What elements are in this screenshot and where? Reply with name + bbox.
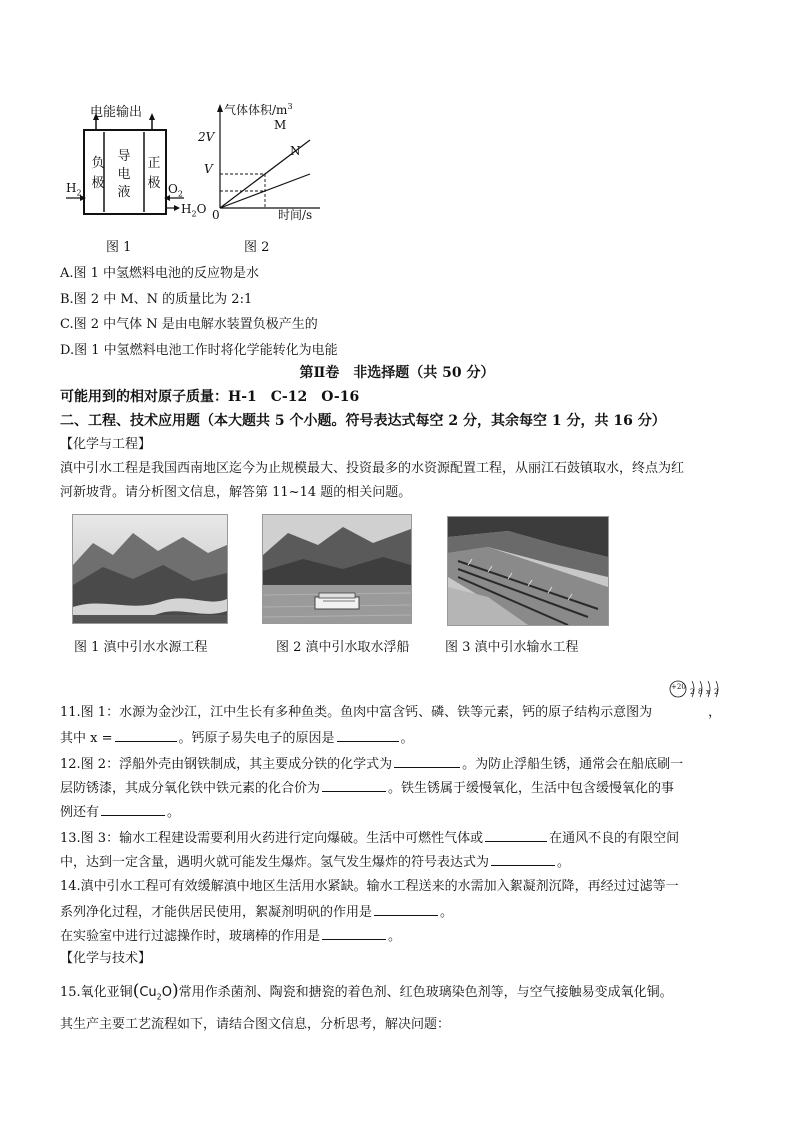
q12-blank-formula[interactable] — [394, 754, 460, 768]
x-axis-label: 时间/s — [278, 208, 313, 222]
series-label-n: N — [290, 144, 301, 158]
series-label-m: M — [274, 118, 287, 132]
o2-label: $O_2$ — [168, 182, 183, 199]
part-2-title: 二、工程、技术应用题（本大题共 5 个小题。符号表达式每空 2 分，其余每空 1 分，共 16 分） — [60, 413, 666, 429]
h2o-label: $H_2O$ — [181, 202, 207, 219]
q12-line-1: 12.图 2：浮船外壳由钢铁制成，其主要成分铁的化学式为 。为防止浮船生锈，通常会在船底刷一 — [60, 754, 683, 774]
q14-blank-glass-rod[interactable] — [322, 926, 386, 940]
y-axis-label: 气体体积$/m^3$ — [224, 102, 293, 117]
tick-label-v: V — [204, 162, 213, 176]
photo-conveyance-project — [447, 516, 609, 626]
q11-line-1: 11.图 1：水源为金沙江，江中生长有多种鱼类。鱼肉中富含钙、磷、铁等元素，钙的原子结构示意图为 ， — [60, 705, 722, 720]
photo-caption-3: 图 3 滇中引水输水工程 — [445, 640, 579, 655]
fig2-caption: 图 2 — [244, 240, 270, 255]
intro-line-2: 河新坡背。请分析图文信息，解答第 11~14 题的相关问题。 — [60, 485, 412, 500]
shell-2-electrons: 8 — [698, 688, 703, 696]
q13-blank-equation[interactable] — [491, 852, 555, 866]
q11-blank-x[interactable] — [115, 728, 177, 742]
q13-line-2: 中，达到一定含量，遇明火就可能发生爆炸。氢气发生爆炸的符号表达式为 。 — [60, 852, 570, 872]
photo-water-source — [72, 514, 228, 624]
positive-electrode-label: 正 极 — [147, 156, 161, 191]
section-2-title: 第Ⅱ卷 非选择题（共 50 分） — [299, 365, 495, 381]
shell-4-electrons: 2 — [714, 688, 719, 696]
photo-caption-2: 图 2 滇中引水取水浮船 — [276, 640, 410, 655]
q14-line-1: 14.滇中引水工程可有效缓解滇中地区生活用水紧缺。输水工程送来的水需加入絮凝剂沉降，再经过过滤等一 — [60, 879, 679, 894]
option-c: C.图 2 中气体 N 是由电解水装置负极产生的 — [60, 317, 318, 332]
q12-blank-valence[interactable] — [322, 778, 386, 792]
tag-chem-technology: 【化学与技术】 — [60, 951, 152, 966]
q14-line-2: 系列净化过程，才能供居民使用，絮凝剂明矾的作用是 。 — [60, 902, 453, 922]
q12-line-3: 例还有 。 — [60, 802, 180, 822]
tag-chem-engineering: 【化学与工程】 — [60, 437, 152, 452]
q11-blank-reason[interactable] — [337, 728, 399, 742]
q13-blank-dust[interactable] — [485, 828, 547, 842]
shell-1-electrons: 2 — [690, 688, 695, 696]
fig1-title: 电能输出 — [90, 105, 143, 120]
q14-line-3: 在实验室中进行过滤操作时，玻璃棒的作用是 。 — [60, 926, 401, 946]
fig1-caption: 图 1 — [106, 240, 132, 255]
q15-line-2: 其生产主要工艺流程如下，请结合图文信息，分析思考，解决问题： — [60, 1017, 451, 1032]
photo-intake-pontoon — [262, 514, 412, 624]
q12-blank-example[interactable] — [101, 802, 165, 816]
negative-electrode-label: 负 极 — [91, 156, 105, 191]
figure-2-gas-volume-chart — [196, 96, 346, 226]
intro-line-1: 滇中引水工程是我国西南地区迄今为止规模最大、投资最多的水资源配置工程，从丽江石鼓镇取水，终点为红 — [60, 461, 685, 476]
q11-line-2: 其中 x = 。钙原子易失电子的原因是 。 — [60, 728, 414, 748]
option-b: B.图 2 中 M、N 的质量比为 2:1 — [60, 292, 253, 307]
figure-1-fuel-cell — [60, 96, 210, 226]
option-d: D.图 1 中氢燃料电池工作时将化学能转化为电能 — [60, 343, 338, 358]
photo-caption-1: 图 1 滇中引水水源工程 — [74, 640, 208, 655]
electrolyte-label: 导 电 液 — [117, 149, 131, 200]
origin-label: 0 — [212, 208, 220, 222]
q15-line-1: 15.氧化亚铜$(Cu_2O)$常用作杀菌剂、陶瓷和搪瓷的着色剂、红色玻璃染色剂等，与空气接触易变成氧化铜。 — [60, 981, 673, 1002]
option-a: A.图 1 中氢燃料电池的反应物是水 — [60, 266, 260, 281]
q14-blank-alum[interactable] — [374, 902, 438, 916]
h2-label: $H_2$ — [66, 181, 82, 198]
q13-line-1: 13.图 3：输水工程建设需要利用火药进行定向爆破。生活中可燃性气体或 在通风不良的有限空间 — [60, 828, 679, 848]
atomic-mass-line: 可能用到的相对原子质量：H-1 C-12 O-16 — [60, 389, 360, 405]
tick-label-2v: 2V — [198, 130, 215, 144]
calcium-atom-diagram — [668, 678, 728, 700]
shell-3-electrons: x — [706, 688, 710, 696]
nucleus-charge: +20 — [671, 683, 686, 691]
q12-line-2: 层防锈漆，其成分氧化铁中铁元素的化合价为 。铁生锈属于缓慢氧化，生活中包含缓慢氧化的事 — [60, 778, 674, 798]
y-axis-arrow — [217, 104, 223, 112]
